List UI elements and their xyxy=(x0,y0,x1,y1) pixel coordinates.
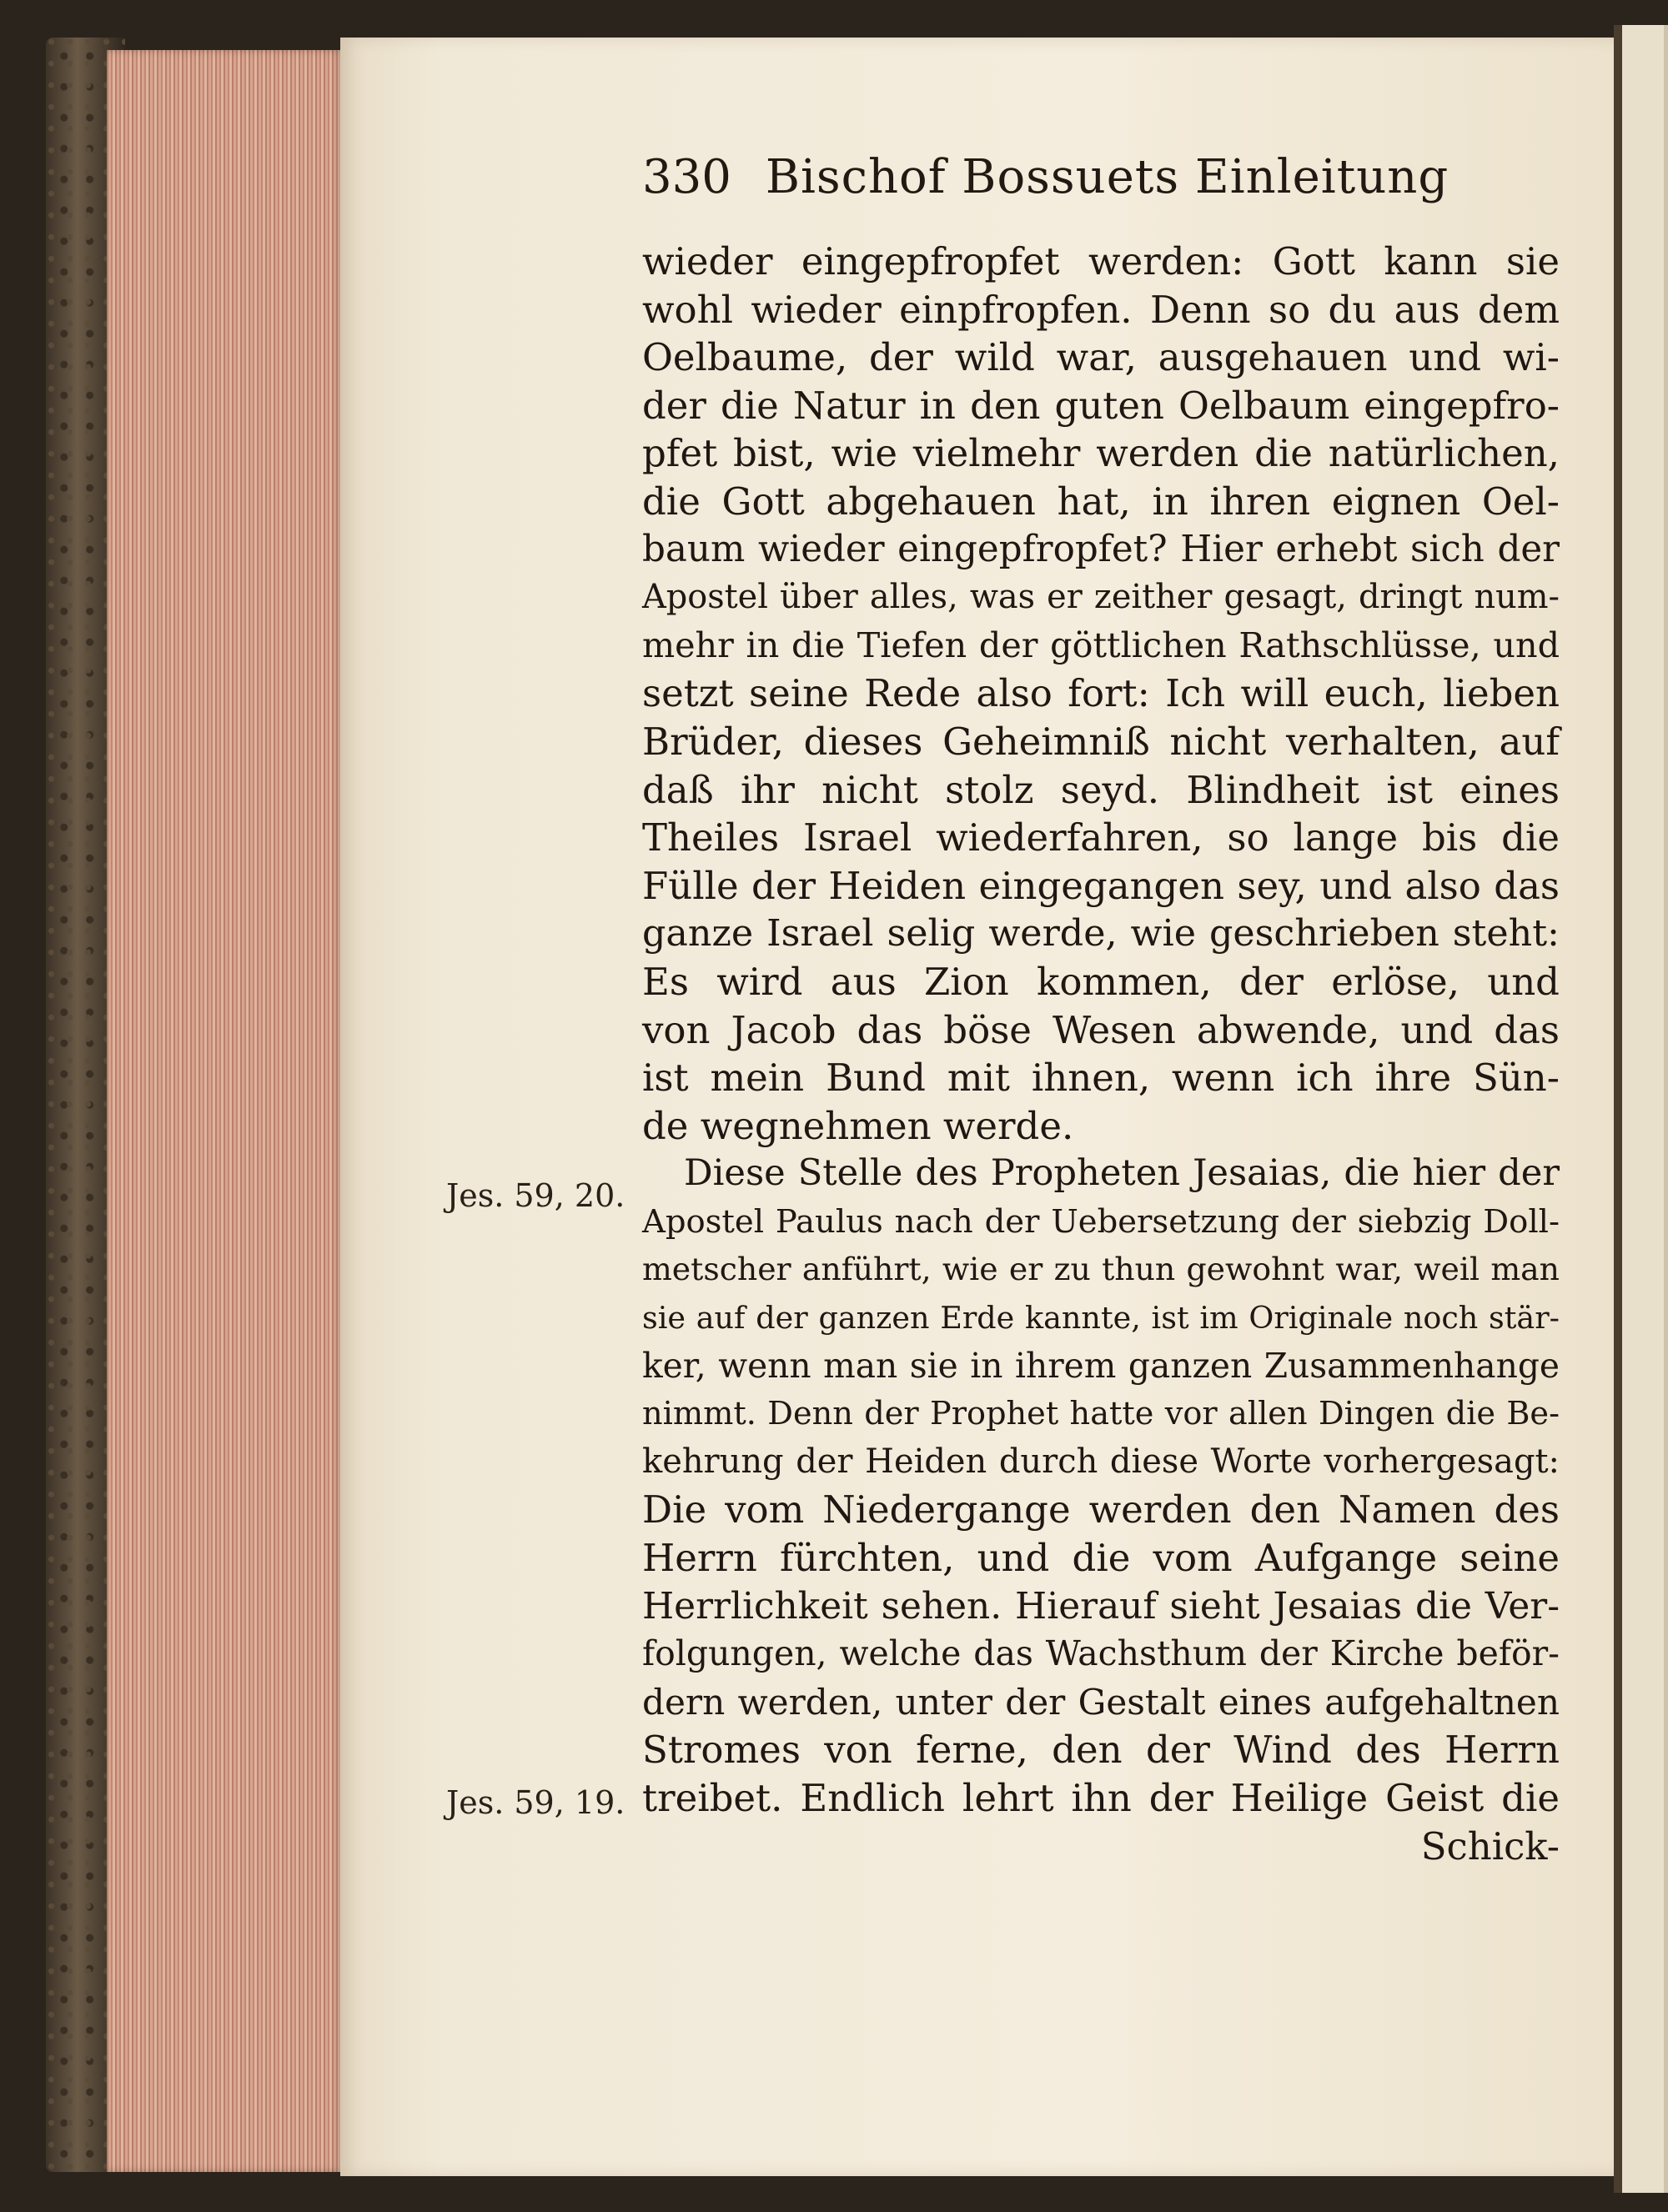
text-line: von Jacob das böse Wesen abwende, und das xyxy=(642,1007,1560,1052)
text-line: Herrn fürchten, und die vom Aufgange seine xyxy=(642,1536,1560,1581)
text-line: daß ihr nicht stolz seyd. Blindheit ist eines xyxy=(642,767,1560,812)
page-header xyxy=(642,150,1476,225)
running-title: Bischof Bossuets Einleitung xyxy=(765,150,1449,204)
text-line: wieder eingepfropfet werden: Gott kann sie xyxy=(642,239,1560,283)
text-line: pfet bist, wie vielmehr werden die natürlichen, xyxy=(642,431,1560,476)
body-text xyxy=(642,238,1560,1870)
text-line: treibet. Endlich lehrt ihn der Heilige Geist die xyxy=(642,1776,1560,1820)
text-line: ist mein Bund mit ihnen, wenn ich ihre Sün- xyxy=(642,1056,1560,1101)
text-line: Apostel über alles, was er zeither gesagt, dringt num- xyxy=(642,578,1560,617)
text-line: dern werden, unter der Gestalt eines aufgehaltnen xyxy=(642,1681,1560,1723)
margin-note: Jes. 59, 20. xyxy=(446,1177,626,1214)
text-line: die Gott abgehauen hat, in ihren eignen Oel- xyxy=(642,479,1560,524)
text-line: Die vom Niedergange werden den Namen des xyxy=(642,1487,1560,1532)
text-line: Oelbaume, der wild war, ausgehauen und wi- xyxy=(642,335,1560,380)
text-line: de wegnehmen werde. xyxy=(642,1103,1074,1148)
text-line: mehr in die Tiefen der göttlichen Rathschlüsse, und xyxy=(642,624,1560,665)
text-line: Theiles Israel wiederfahren, so lange bis die xyxy=(642,815,1560,860)
text-line: Diese Stelle des Propheten Jesaias, die hier der xyxy=(684,1152,1560,1195)
facing-page-edge xyxy=(1614,25,1668,2193)
catchword: Schick- xyxy=(1420,1823,1560,1868)
text-line: ker, wenn man sie in ihrem ganzen Zusammenhange xyxy=(642,1345,1560,1386)
text-line: der die Natur in den guten Oelbaum eingepfro- xyxy=(642,383,1560,428)
text-line: setzt seine Rede also fort: Ich will euch, lieben xyxy=(642,671,1560,716)
text-line: metscher anführt, wie er zu thun gewohnt war, weil man xyxy=(642,1251,1560,1288)
margin-note: Jes. 59, 19. xyxy=(446,1784,626,1821)
text-line: ganze Israel selig werde, wie geschrieben steht: xyxy=(642,912,1560,956)
text-line: Fülle der Heiden eingegangen sey, und also das xyxy=(642,863,1560,908)
text-line: sie auf der ganzen Erde kannte, ist im Originale noch stär- xyxy=(642,1300,1560,1337)
text-line: baum wieder eingepfropfet? Hier erhebt sich der xyxy=(642,528,1560,570)
page-edges xyxy=(107,50,344,2172)
text-line: folgungen, welche das Wachsthum der Kirche beför- xyxy=(642,1633,1560,1674)
text-line: Stromes von ferne, den der Wind des Herrn xyxy=(642,1728,1560,1773)
text-line: wohl wieder einpfropfen. Denn so du aus dem xyxy=(642,287,1560,332)
text-line: nimmt. Denn der Prophet hatte vor allen Dingen die Be- xyxy=(642,1395,1560,1433)
text-line: Brüder, dieses Geheimniß nicht verhalten, auf xyxy=(642,719,1560,764)
text-line: kehrung der Heiden durch diese Worte vorhergesagt: xyxy=(642,1442,1560,1481)
text-line: Es wird aus Zion kommen, der erlöse, und xyxy=(642,959,1560,1004)
text-line: Herrlichkeit sehen. Hierauf sieht Jesaias die Ver- xyxy=(642,1584,1560,1628)
page-number: 330 xyxy=(642,150,731,204)
text-line: Apostel Paulus nach der Uebersetzung der siebzig Doll- xyxy=(642,1202,1560,1241)
